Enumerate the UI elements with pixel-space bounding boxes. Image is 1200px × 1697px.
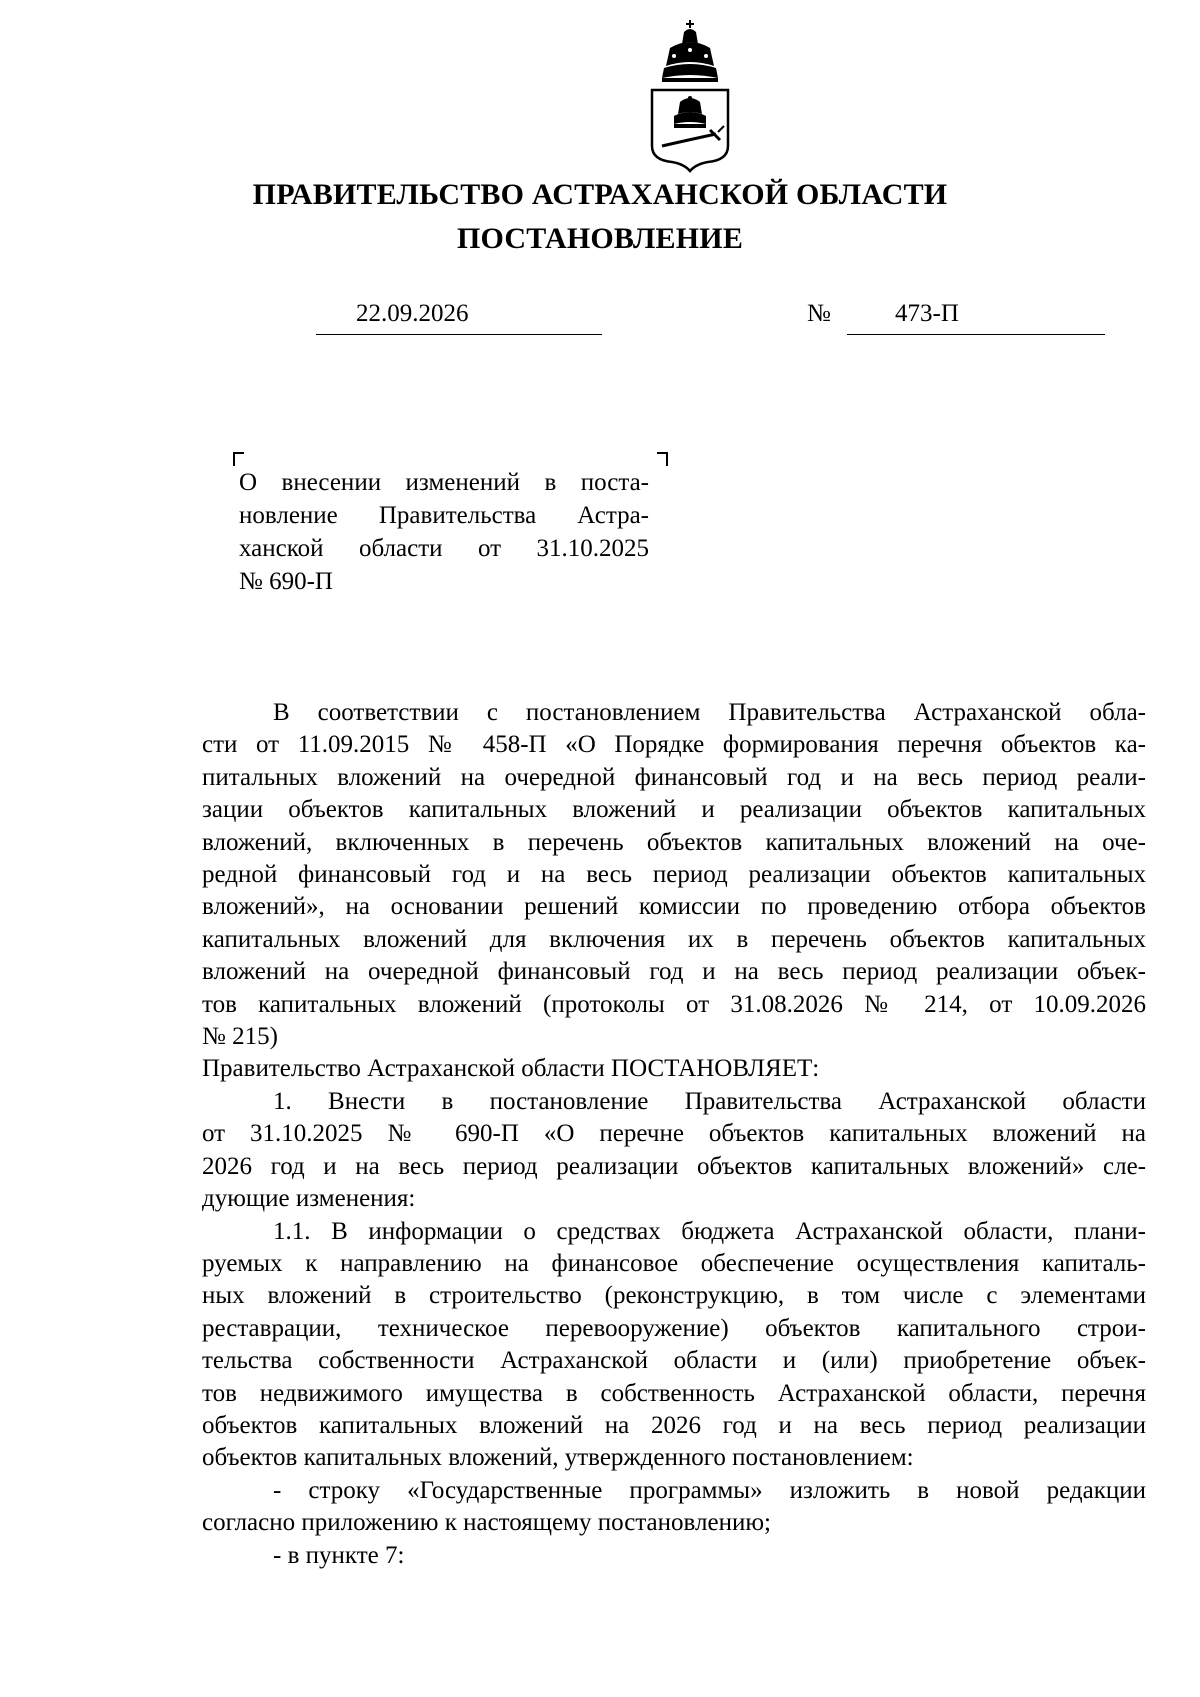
body-line: объектов капитальных вложений, утвержденного постановлением: xyxy=(202,1444,914,1472)
body-line: 2026 год и на весь период реализации объектов капитальных вложений» сле- xyxy=(202,1152,1146,1180)
body-line: капитальных вложений для включения их в перечень объектов капитальных xyxy=(202,925,1146,953)
body-line: - строку «Государственные программы» изложить в новой редакции xyxy=(273,1476,1146,1504)
body-line: - в пункте 7: xyxy=(273,1541,405,1569)
body-line: руемых к направлению на финансовое обеспечение осуществления капиталь- xyxy=(202,1249,1146,1277)
subject-line: новление Правительства Астра- xyxy=(239,502,649,529)
body-line: сти от 11.09.2015 № 458-П «О Порядке формирования перечня объектов ка- xyxy=(202,731,1146,759)
subject-corner-mark-right xyxy=(657,452,668,466)
body-line: тельства собственности Астраханской области и (или) приобретение объек- xyxy=(202,1347,1146,1375)
body-line: питальных вложений на очередной финансовый год и на весь период реали- xyxy=(202,763,1146,791)
body-line: 1.1. В информации о средствах бюджета Астраханской области, плани- xyxy=(273,1217,1146,1245)
body-line: зации объектов капитальных вложений и реализации объектов капитальных xyxy=(202,796,1146,824)
number-label: № xyxy=(807,300,831,327)
subject-line: О внесении изменений в поста- xyxy=(239,469,649,496)
body-line: 1. Внести в постановление Правительства Астраханской области xyxy=(273,1087,1146,1115)
document-body xyxy=(202,697,1146,1572)
body-line: вложений», на основании решений комиссии по проведению отбора объектов xyxy=(202,893,1146,921)
subject-line: № 690-П xyxy=(239,568,333,595)
document-type-title: ПОСТАНОВЛЕНИЕ xyxy=(456,222,744,255)
body-line: от 31.10.2025 № 690-П «О перечне объектов капитальных вложений на xyxy=(202,1120,1146,1148)
organization-title: ПРАВИТЕЛЬСТВО АСТРАХАНСКОЙ ОБЛАСТИ xyxy=(252,178,948,211)
body-line: реставрации, техническое перевооружение) объектов капитального строи- xyxy=(202,1314,1146,1342)
body-line: объектов капитальных вложений на 2026 год и на весь период реализации xyxy=(202,1411,1146,1439)
body-line: дующие изменения: xyxy=(202,1185,416,1213)
date-field xyxy=(316,300,602,335)
document-number: 473-П xyxy=(895,300,959,327)
number-field xyxy=(847,300,1105,335)
subject-block xyxy=(239,466,649,598)
subject-corner-mark-left xyxy=(233,452,244,466)
subject-line: ханской области от 31.10.2025 xyxy=(239,535,649,562)
body-line: ных вложений в строительство (реконструкцию, в том числе с элементами xyxy=(202,1282,1146,1310)
coat-of-arms-emblem xyxy=(648,18,732,173)
body-line: вложений на очередной финансовый год и на весь период реализации объек- xyxy=(202,958,1146,986)
body-line: тов капитальных вложений (протоколы от 31.08.2026 № 214, от 10.09.2026 xyxy=(202,990,1146,1018)
body-line: тов недвижимого имущества в собственность Астраханской области, перечня xyxy=(202,1379,1146,1407)
body-line: вложений, включенных в перечень объектов капитальных вложений на оче- xyxy=(202,828,1146,856)
document-date: 22.09.2026 xyxy=(356,300,469,327)
body-line: согласно приложению к настоящему постановлению; xyxy=(202,1509,771,1537)
body-line: редной финансовый год и на весь период реализации объектов капитальных xyxy=(202,861,1146,889)
body-line: Правительство Астраханской области ПОСТАНОВЛЯЕТ: xyxy=(202,1055,820,1083)
body-line: № 215) xyxy=(202,1023,278,1051)
body-line: В соответствии с постановлением Правительства Астраханской обла- xyxy=(273,699,1146,726)
